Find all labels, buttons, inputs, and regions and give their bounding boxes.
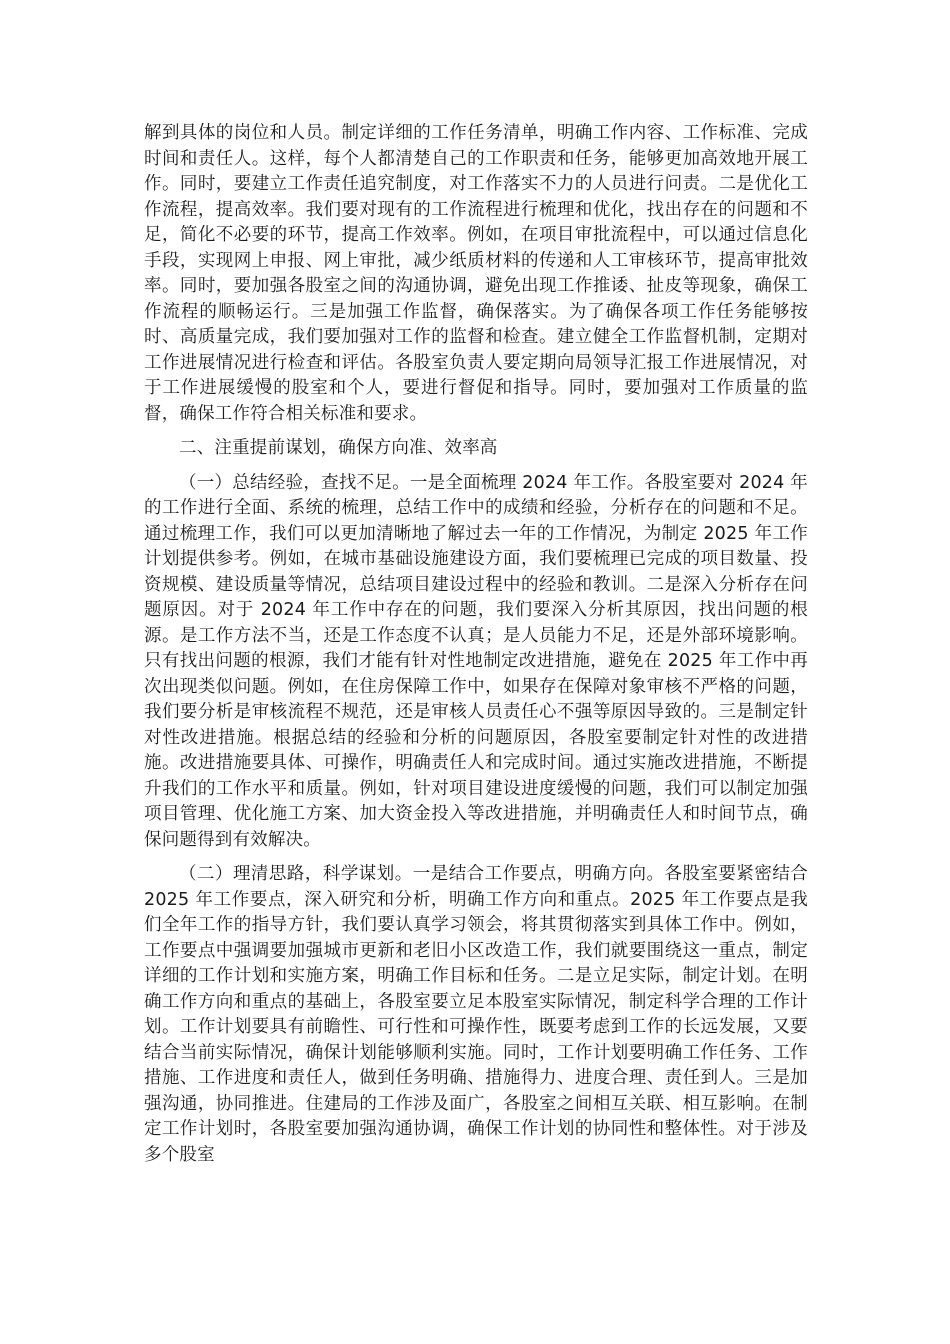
paragraph-continuation: 解到具体的岗位和人员。制定详细的工作任务清单，明确工作内容、工作标准、完成时间和责任人。这样，每个人都清楚自己的工作职责和任务，能够更加高效地开展工作。同时，要建立工作责任追究制度，对工作落实不力的人员进行问责。二是优化工作流程，提高效率。我们要对现有的工作流程进行梳理和优化，找出存在的问题和不足，简化不必要的环节，提高工作效率。例如，在项目审批流程中，可以通过信息化手段，实现网上申报、网上审批，减少纸质材料的传递和人工审核环节，提高审批效率。同时，要加强各股室之间的沟通协调，避免出现工作推诿、扯皮等现象，确保工作流程的顺畅运行。三是加强工作监督，确保落实。为了确保各项工作任务能够按时、高质量完成，我们要加强对工作的监督和检查。建立健全工作监督机制，定期对工作进展情况进行检查和评估。各股室负责人要定期向局领导汇报工作进展情况，对于工作进展缓慢的股室和个人，要进行督促和指导。同时，要加强对工作质量的监督，确保工作符合相关标准和要求。 [144, 123, 808, 424]
paragraph-summary: （一）总结经验，查找不足。一是全面梳理 2024 年工作。各股室要对 2024 年的工作进行全面、系统的梳理，总结工作中的成绩和经验，分析存在的问题和不足。通过梳理工作，我们可以更加清晰地了解过去一年的工作情况，为制定 2025 年工作计划提供参考。例如，在城市基础设施建设方面，我们要梳理已完成的项目数量、投资规模、建设质量等情况，总结项目建设过程中的经验和教训。二是深入分析存在问题原因。对于 2024 年工作中存在的问题，我们要深入分析其原因，找出问题的根源。是工作方法不当，还是工作态度不认真；是人员能力不足，还是外部环境影响。只有找出问题的根源，我们才能有针对性地制定改进措施，避免在 2025 年工作中再次出现类似问题。例如，在住房保障工作中，如果存在保障对象审核不严格的问题，我们要分析是审核流程不规范，还是审核人员责任心不强等原因导致的。三是制定针对性改进措施。根据总结的经验和分析的问题原因，各股室要制定针对性的改进措施。改进措施要具体、可操作，明确责任人和完成时间。通过实施改进措施，不断提升我们的工作水平和质量。例如，针对项目建设进度缓慢的问题，我们可以制定加强项目管理、优化施工方案、加大资金投入等改进措施，并明确责任人和时间节点，确保问题得到有效解决。 [144, 472, 808, 850]
paragraph-planning: （二）理清思路，科学谋划。一是结合工作要点，明确方向。各股室要紧密结合 2025 年工作要点，深入研究和分析，明确工作方向和重点。2025 年工作要点是我们全年工作的指导方针，我们要认真学习领会，将其贯彻落实到具体工作中。例如，工作要点中强调要加强城市更新和老旧小区改造工作，我们就要围绕这一重点，制定详细的工作计划和实施方案，明确工作目标和任务。二是立足实际，制定计划。在明确工作方向和重点的基础上，各股室要立足本股室实际情况，制定科学合理的工作计划。工作计划要具有前瞻性、可行性和可操作性，既要考虑到工作的长远发展，又要结合当前实际情况，确保计划能够顺利实施。同时，工作计划要明确工作任务、工作措施、工作进度和责任人，做到任务明确、措施得力、进度合理、责任到人。三是加强沟通，协同推进。住建局的工作涉及面广，各股室之间相互关联、相互影响。在制定工作计划时，各股室要加强沟通协调，确保工作计划的协同性和整体性。对于涉及多个股室 [144, 864, 808, 1165]
section-heading: 二、注重提前谋划，确保方向准、效率高 [179, 438, 498, 458]
document-body [144, 121, 808, 1177]
